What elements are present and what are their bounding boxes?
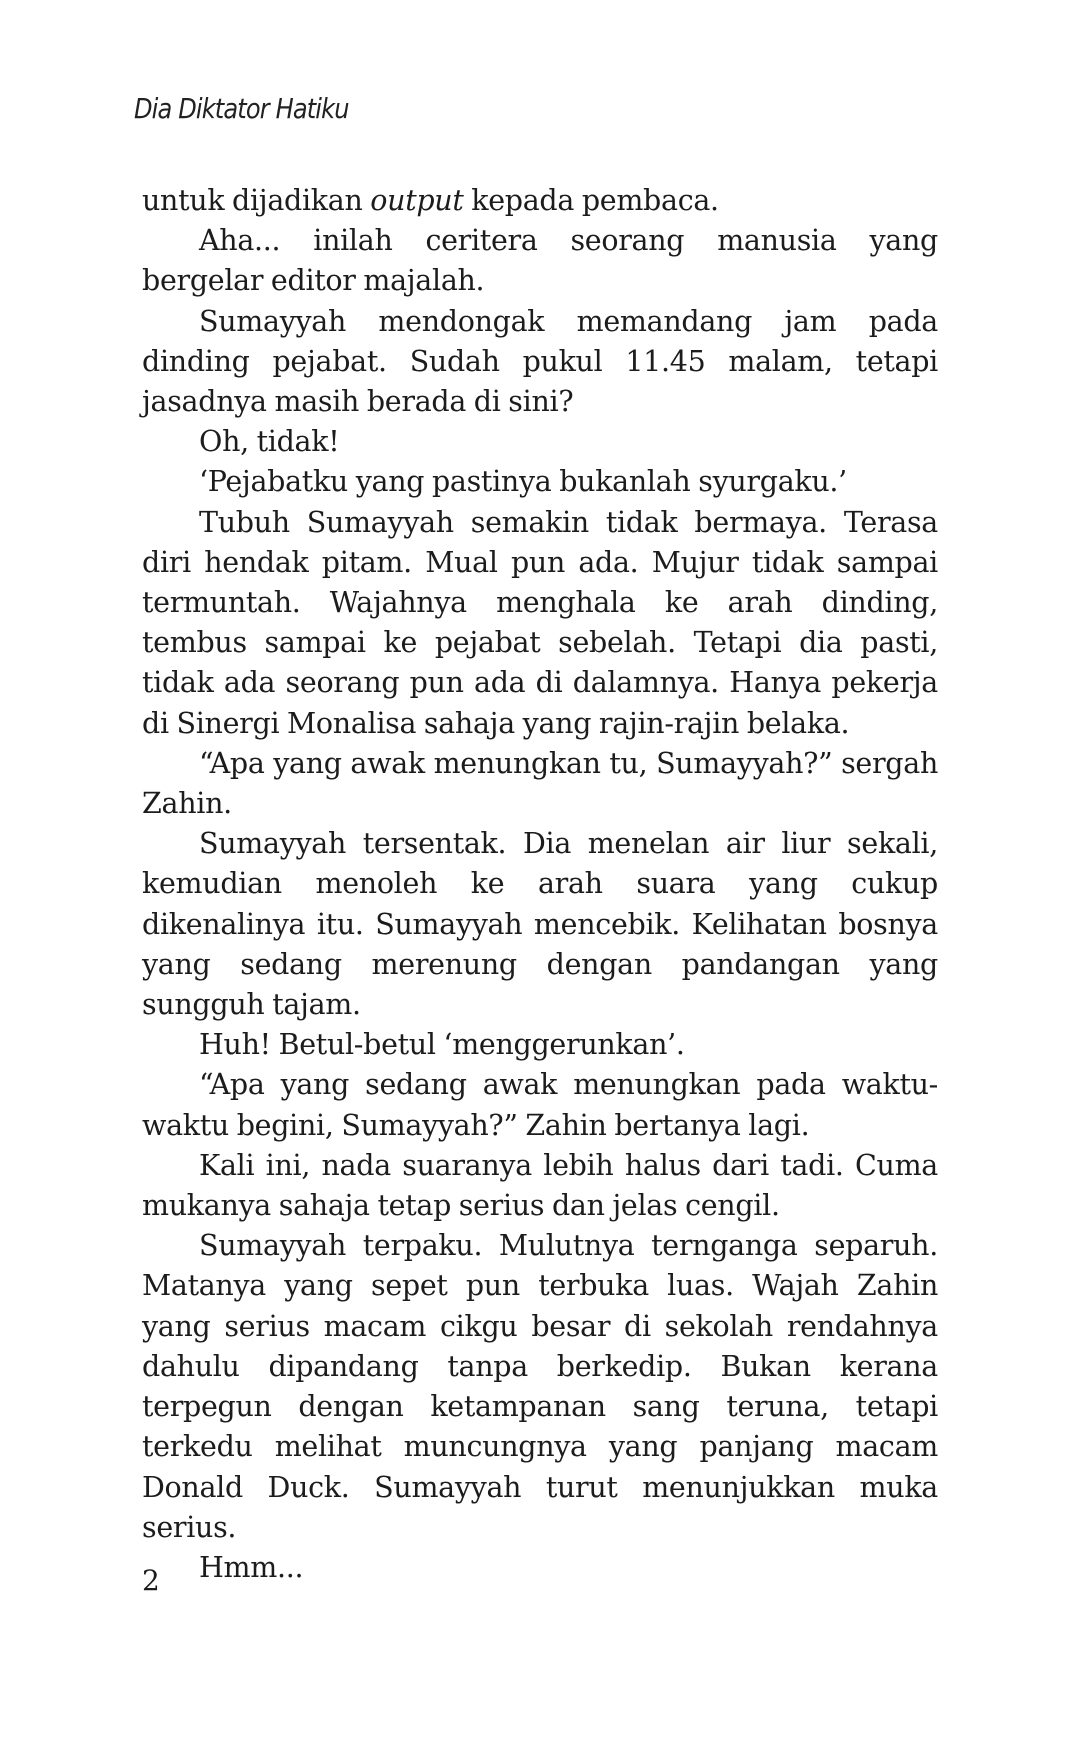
paragraph-12: Sumayyah terpaku. Mulutnya ternganga separuh. Matanya yang sepet pun terbuka luas. Wajah Zahin yang serius macam cikgu besar di sekolah rendahnya dahulu dipandang tanpa berkedip. Bukan kerana terpegun dengan ketampanan sang teruna, tetapi terkedu melihat muncungnya yang panjang macam Donald Duck. Sumayyah turut menunjukkan muka serius.	[142, 1229, 938, 1544]
paragraph-13: Hmm...	[199, 1550, 304, 1584]
paragraph-10: “Apa yang sedang awak menungkan pada waktu-waktu begini, Sumayyah?” Zahin bertanya lagi.	[142, 1068, 938, 1142]
body-text	[142, 181, 938, 1588]
paragraph-3: Sumayyah mendongak memandang jam pada dinding pejabat. Sudah pukul 11.45 malam, tetapi jasadnya masih berada di sini?	[142, 304, 938, 419]
paragraph-7: “Apa yang awak menungkan tu, Sumayyah?” sergah Zahin.	[142, 746, 938, 821]
paragraph-4: Oh, tidak!	[199, 425, 340, 459]
paragraph-1-text-before: untuk dijadikan	[142, 184, 371, 217]
paragraph-2: Aha... inilah ceritera seorang manusia yang bergelar editor majalah.	[142, 224, 938, 298]
paragraph-5: ‘Pejabatku yang pastinya bukanlah syurgaku.’	[199, 465, 847, 499]
paragraph-1-italic-word: output	[370, 184, 464, 217]
paragraph-8: Sumayyah tersentak. Dia menelan air liur sekali, kemudian menoleh ke arah suara yang cukup dikenalinya itu. Sumayyah mencebik. Kelihatan bosnya yang sedang merenung dengan pandangan yang sungguh tajam.	[142, 827, 938, 1022]
paragraph-6: Tubuh Sumayyah semakin tidak bermaya. Terasa diri hendak pitam. Mual pun ada. Mujur tidak sampai termuntah. Wajahnya menghala ke arah dinding, tembus sampai ke pejabat sebelah. Tetapi dia pasti, tidak ada seorang pun ada di dalamnya. Hanya pekerja di Sinergi Monalisa sahaja yang rajin-rajin belaka.	[142, 505, 938, 740]
paragraph-11: Kali ini, nada suaranya lebih halus dari tadi. Cuma mukanya sahaja tetap serius dan jelas cengil.	[142, 1148, 938, 1223]
paragraph-1-text-after: kepada pembaca.	[463, 184, 719, 217]
running-header-title: Dia Diktator Hatiku	[134, 92, 349, 125]
paragraph-1	[142, 181, 938, 221]
paragraph-9: Huh! Betul-betul ‘menggerunkan’.	[199, 1028, 685, 1062]
page-number: 2	[142, 1564, 160, 1597]
